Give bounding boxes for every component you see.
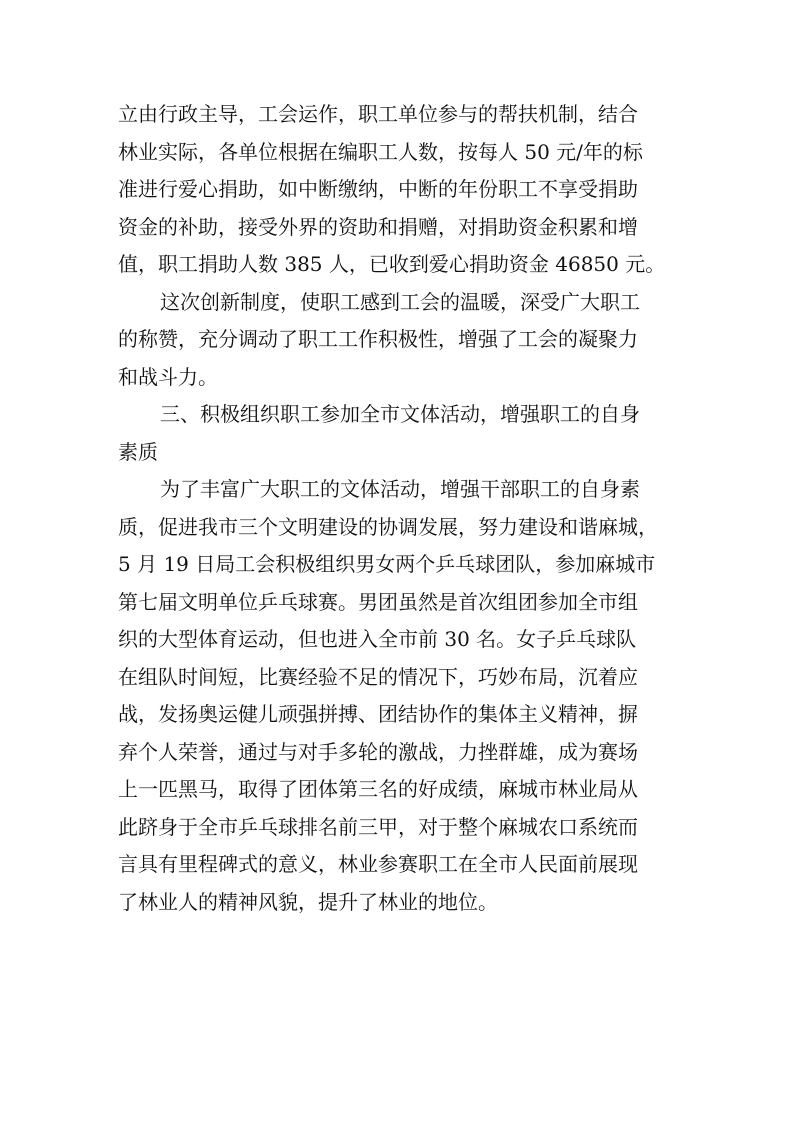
- text-line: 为了丰富广大职工的文体活动，增强干部职工的自身素: [160, 477, 640, 501]
- text-line: 言具有里程碑式的意义，林业参赛职工在全市人民面前展现: [118, 852, 638, 876]
- text-line: 的称赞，充分调动了职工工作积极性，增强了工会的凝聚力: [118, 327, 638, 351]
- text-line: 质，促进我市三个文明建设的协调发展，努力建设和谐麻城，: [118, 514, 658, 539]
- text-line: 第七届文明单位乒乓球赛。男团虽然是首次组团参加全市组: [118, 589, 638, 614]
- text-line: 林业实际，各单位根据在编职工人数，按每人 50 元/年的标: [118, 139, 643, 164]
- text-line: 立由行政主导，工会运作，职工单位参与的帮扶机制，结合: [118, 102, 638, 126]
- text-line: 在组队时间短，比赛经验不足的情况下，巧妙布局，沉着应: [118, 664, 638, 689]
- heading-line: 素质: [118, 439, 158, 464]
- text-line: 这次创新制度，使职工感到工会的温暖，深受广大职工: [160, 289, 640, 314]
- text-line: 资金的补助，接受外界的资助和捐赠，对捐助资金积累和增: [118, 214, 638, 239]
- text-line: 战，发扬奥运健儿顽强拼搏、团结协作的集体主义精神，摒: [118, 702, 638, 726]
- text-line: 织的大型体育运动，但也进入全市前 30 名。女子乒乓球队: [118, 627, 637, 651]
- text-line: 和战斗力。: [118, 364, 218, 389]
- text-line: 5 月 19 日局工会积极组织男女两个乒乓球团队，参加麻城市: [118, 552, 656, 576]
- text-line: 了林业人的精神风貌，提升了林业的地位。: [118, 889, 498, 914]
- text-line: 上一匹黑马，取得了团体第三名的好成绩，麻城市林业局从: [118, 777, 638, 801]
- text-line: 弃个人荣誉，通过与对手多轮的激战，力挫群雄，成为赛场: [118, 739, 638, 764]
- heading-line: 三、积极组织职工参加全市文体活动，增强职工的自身: [160, 402, 640, 426]
- paragraph-1: [118, 96, 694, 284]
- section-heading: [118, 396, 694, 471]
- text-line: 准进行爱心捐助，如中断缴纳，中断的年份职工不享受捐助: [118, 177, 638, 201]
- text-line: 此跻身于全市乒乓球排名前三甲，对于整个麻城农口系统而: [118, 814, 638, 839]
- paragraph-2: [118, 284, 694, 397]
- text-line: 值，职工捐助人数 385 人，已收到爱心捐助资金 46850 元。: [118, 252, 666, 276]
- paragraph-3: [118, 471, 694, 921]
- document-body: [118, 96, 694, 921]
